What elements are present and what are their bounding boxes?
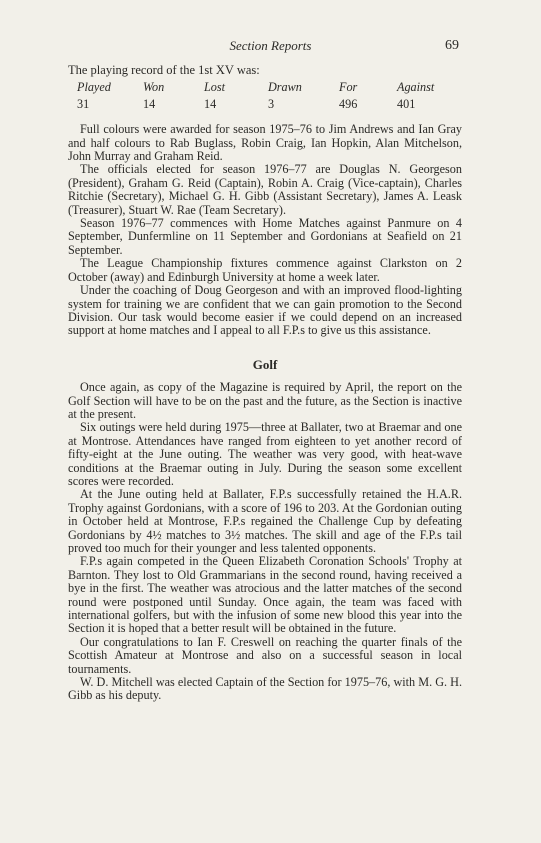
record-header-lost: Lost bbox=[204, 80, 226, 95]
record-header-drawn: Drawn bbox=[268, 80, 302, 95]
record-value-played: 31 bbox=[77, 96, 90, 111]
golf-paragraph-outings: Six outings were held during 1975—three at Ballater, two at Braemar and one at Montrose. Attendances have ranged from eighteen to yet another record of fifty-eight at the June outing. The weather was very good, with heat-wave conditions at the Braemar outing in July. During the season some excellent scores were recorded. bbox=[68, 420, 462, 488]
rugby-paragraph-officials: The officials elected for season 1976–77 are Douglas N. Georgeson (President), Graham G. Reid (Captain), Robin A. Craig (Vice-captain), Charles Ritchie (Secretary), Michael G. H. Gibb (Assistant Secretary), James A. Leask (Treasurer), Stuart W. Rae (Team Secretary). bbox=[68, 162, 462, 217]
rugby-paragraph-season: Season 1976–77 commences with Home Matches against Panmure on 4 September, Dunfermline on 11 September and Gordonians at Seafield on 21 September. bbox=[68, 216, 462, 257]
record-header-played: Played bbox=[77, 80, 111, 95]
running-head: Section Reports bbox=[229, 38, 312, 53]
golf-heading: Golf bbox=[252, 356, 278, 372]
golf-paragraph-captain: W. D. Mitchell was elected Captain of the Section for 1975–76, with M. G. H. Gibb as his deputy. bbox=[68, 675, 462, 703]
page-content bbox=[68, 64, 462, 703]
record-value-for: 496 bbox=[339, 96, 358, 111]
record-header-won: Won bbox=[143, 80, 165, 95]
page-number: 69 bbox=[445, 38, 459, 53]
page-header bbox=[0, 38, 541, 58]
rugby-paragraph-league: The League Championship fixtures commence against Clarkston on 2 October (away) and Edinburgh University at home a week later. bbox=[68, 256, 462, 284]
golf-paragraph-intro: Once again, as copy of the Magazine is required by April, the report on the Golf Section will have to be on the past and the future, as the Section is inactive at the present. bbox=[68, 380, 462, 421]
record-intro: The playing record of the 1st XV was: bbox=[68, 63, 260, 77]
record-value-won: 14 bbox=[143, 96, 156, 111]
rugby-paragraph-colours: Full colours were awarded for season 1975–76 to Jim Andrews and Ian Gray and half colours to Rab Buglass, Robin Craig, Ian Hopkin, Alan Mitchelson, John Murray and Graham Reid. bbox=[68, 122, 462, 164]
golf-paragraph-trophy: At the June outing held at Ballater, F.P.s successfully retained the H.A.R. Trophy against Gordonians, with a score of 196 to 203. At the Gordonian outing in October held at Montrose, F.P.s regained the Challenge Cup by defeating Gordonians by 4½ matches to 3½ matches. The skill and age of the F.P.s tail proved too much for their younger and less talented opponents. bbox=[68, 487, 462, 555]
golf-paragraph-congratulations: Our congratulations to Ian F. Creswell on reaching the quarter finals of the Scottish Amateur at Montrose and also on a successful season in local tournaments. bbox=[68, 634, 462, 676]
record-value-lost: 14 bbox=[204, 96, 217, 111]
record-value-row bbox=[77, 98, 457, 111]
record-header-row bbox=[77, 81, 457, 97]
playing-record-table bbox=[77, 81, 457, 111]
golf-paragraph-coronation: F.P.s again competed in the Queen Elizabeth Coronation Schools' Trophy at Barnton. They lost to Old Grammarians in the second round, having received a bye in the first. The weather was atrocious and the latter matches of the second round were postponed until Sunday. Once again, the team was faced with international golfers, but with the infusion of some new blood this year into the Section it is hoped that a better result will be obtained in the future. bbox=[68, 554, 462, 636]
rugby-paragraph-coaching: Under the coaching of Doug Georgeson and with an improved flood-lighting system for training we are confident that we can gain promotion to the Second Division. Our task would become easier if we could depend on an increased support at home matches and I appeal to all F.P.s to give us this assistance. bbox=[68, 283, 462, 338]
record-header-against: Against bbox=[397, 80, 435, 95]
record-value-drawn: 3 bbox=[268, 96, 275, 111]
record-header-for: For bbox=[339, 80, 358, 95]
record-value-against: 401 bbox=[397, 96, 416, 111]
